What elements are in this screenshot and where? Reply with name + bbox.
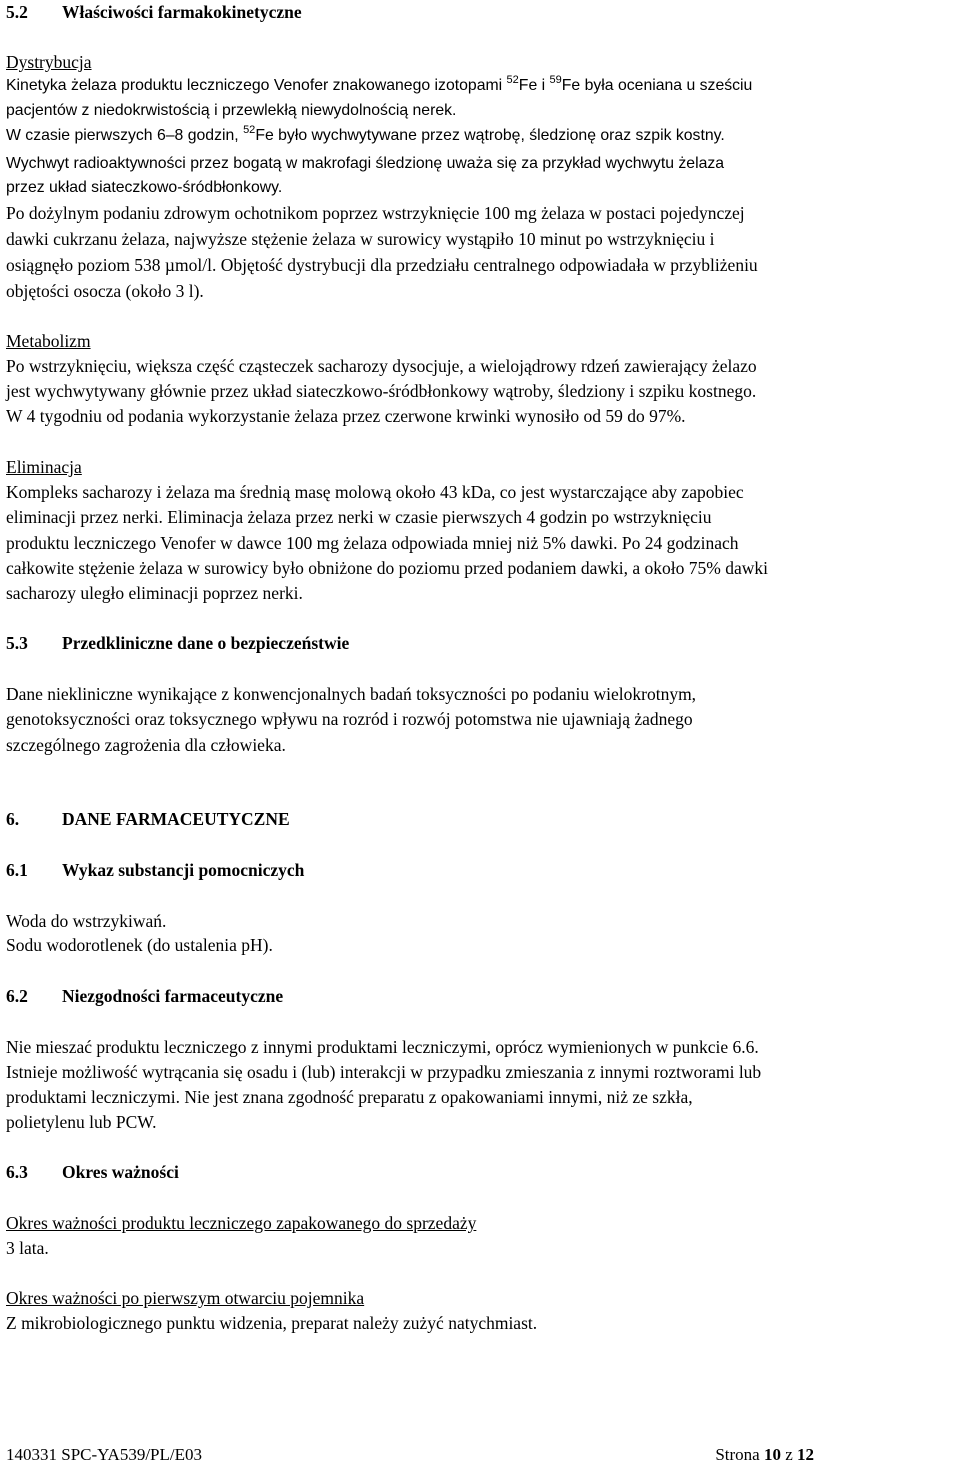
paragraph-line: jest wychwytywany głównie przez układ siateczkowo-śródbłonkowy wątroby, śledziony i szpiku kostnego. (6, 381, 757, 401)
paragraph-line: W czasie pierwszych 6–8 godzin, $^{52}$Fe było wychwytywane przez wątrobę, śledzionę oraz szpik kostny. (6, 124, 725, 144)
footer-page-number: Strona 10 z 12 (715, 1445, 814, 1464)
paragraph-line: Nie mieszać produktu leczniczego z innymi produktami leczniczymi, oprócz wymienionych w punkcie 6.6. (6, 1037, 759, 1057)
section-number: 5.2 (6, 2, 28, 22)
paragraph-line: Kompleks sacharozy i żelaza ma średnią masę molową około 43 kDa, co jest wystarczające aby zapobiec (6, 482, 744, 502)
subheading-shelf-life-opened: Okres ważności po pierwszym otwarciu pojemnika (6, 1288, 365, 1308)
paragraph-line: Istnieje możliwość wytrącania się osadu i (lub) interakcji w przypadku zmieszania z innymi roztworami lub (6, 1062, 762, 1082)
isotope-superscript: 59 (549, 74, 562, 86)
subheading-eliminacja: Eliminacja (6, 457, 82, 477)
paragraph-line: Kinetyka żelaza produktu leczniczego Venofer znakowanego izotopami $^{52}$Fe i $^{59}$Fe była oceniana u sześciu (6, 74, 753, 94)
paragraph-line: produktu leczniczego Venofer w dawce 100 mg żelaza odpowiada mniej niż 5% dawki. Po 24 godzinach (6, 533, 739, 553)
paragraph-line: Dane niekliniczne wynikające z konwencjonalnych badań toksyczności po podaniu wielokrotnym, (6, 684, 697, 704)
section-heading-6-2 (6, 985, 283, 1007)
paragraph-line: osiągnęło poziom 538 µmol/l. Objętość dystrybucji dla przedziału centralnego odpowiadała w przybliżeniu (6, 255, 758, 275)
paragraph-line: 3 lata. (6, 1238, 49, 1258)
subheading-metabolizm: Metabolizm (6, 331, 91, 351)
section-heading-5-2 (6, 1, 302, 23)
paragraph-line: W 4 tygodniu od podania wykorzystanie żelaza przez czerwone krwinki wynosiło od 59 do 97%. (6, 406, 686, 426)
footer-document-id: 140331 SPC-YA539/PL/E03 (6, 1445, 202, 1464)
paragraph-line: szczególnego zagrożenia dla człowieka. (6, 735, 286, 755)
paragraph-line: Po dożylnym podaniu zdrowym ochotnikom poprzez wstrzyknięcie 100 mg żelaza w postaci pojedynczej (6, 203, 745, 223)
section-title: Właściwości farmakokinetyczne (62, 2, 302, 22)
section-number: 6.2 (6, 986, 28, 1006)
paragraph-line: objętości osocza (około 3 l). (6, 281, 204, 301)
section-number: 6.1 (6, 860, 28, 880)
isotope-superscript: 52 (243, 124, 256, 136)
paragraph-line: Sodu wodorotlenek (do ustalenia pH). (6, 935, 273, 955)
paragraph-line: polietylenu lub PCW. (6, 1112, 157, 1132)
section-heading-6 (6, 808, 290, 830)
current-page: 10 (763, 1445, 781, 1464)
section-number: 6.3 (6, 1162, 28, 1182)
paragraph-line: dawki cukrzanu żelaza, najwyższe stężenie żelaza w surowicy wystąpiło 10 minut po wstrzyknięciu i (6, 229, 715, 249)
paragraph-line: genotoksyczności oraz toksycznego wpływu na rozród i rozwój potomstwa nie ujawniają żadnego (6, 709, 693, 729)
section-title: DANE FARMACEUTYCZNE (62, 809, 290, 829)
total-pages: 12 (797, 1445, 814, 1464)
paragraph-line: Z mikrobiologicznego punktu widzenia, preparat należy zużyć natychmiast. (6, 1313, 538, 1333)
paragraph-line: eliminacji przez nerki. Eliminacja żelaza przez nerki w czasie pierwszych 4 godzin po wstrzyknięciu (6, 507, 712, 527)
section-number: 6. (6, 809, 20, 829)
paragraph-line: przez układ siateczkowo-śródbłonkowy. (6, 179, 283, 196)
subheading-shelf-life-sale: Okres ważności produktu leczniczego zapakowanego do sprzedaży (6, 1213, 477, 1233)
paragraph-line: Wychwyt radioaktywności przez bogatą w makrofagi śledzionę uważa się za przykład wychwytu żelaza (6, 155, 725, 172)
paragraph-line: sacharozy uległo eliminacji poprzez nerki. (6, 583, 303, 603)
paragraph-line: pacjentów z niedokrwistością i przewlekłą niewydolnością nerek. (6, 102, 457, 119)
subheading-dystrybucja: Dystrybucja (6, 52, 92, 72)
section-title: Przedkliniczne dane o bezpieczeństwie (62, 633, 350, 653)
section-heading-6-1 (6, 859, 304, 881)
section-title: Niezgodności farmaceutyczne (62, 986, 284, 1006)
section-title: Wykaz substancji pomocniczych (62, 860, 305, 880)
section-heading-5-3 (6, 632, 349, 654)
paragraph-line: całkowite stężenie żelaza w surowicy było obniżone do poziomu przed podaniem dawki, a około 75% dawki (6, 558, 768, 578)
section-title: Okres ważności (62, 1162, 179, 1182)
paragraph-line: Po wstrzyknięciu, większa część cząsteczek sacharozy dysocjuje, a wielojądrowy rdzeń zawierający żelazo (6, 356, 757, 376)
section-heading-6-3 (6, 1161, 179, 1183)
paragraph-line: produktami leczniczymi. Nie jest znana zgodność preparatu z opakowaniami innymi, niż ze szkła, (6, 1087, 693, 1107)
section-number: 5.3 (6, 633, 28, 653)
isotope-superscript: 52 (506, 74, 519, 86)
paragraph-line: Woda do wstrzykiwań. (6, 911, 167, 931)
